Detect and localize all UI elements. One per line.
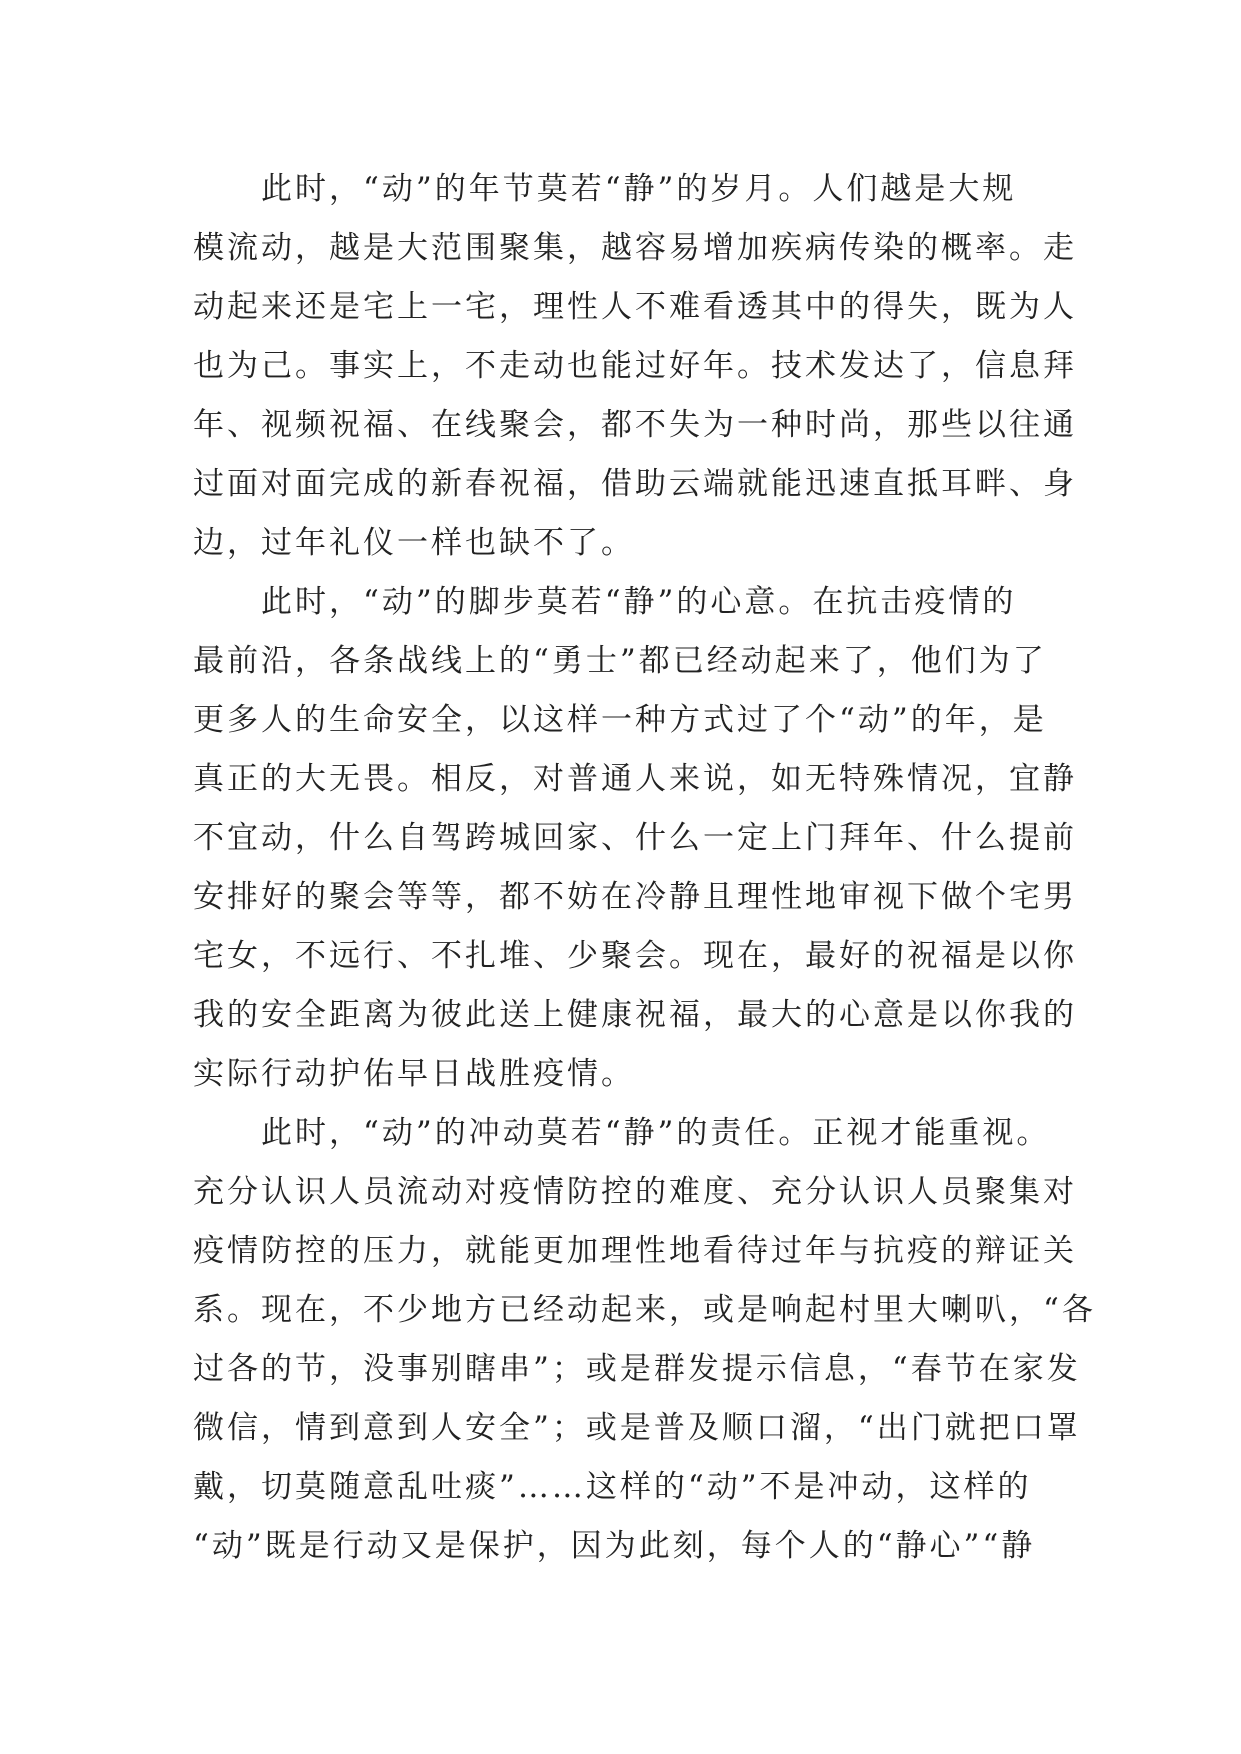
text-line: 更多人的生命安全，以这样一种方式过了个“动”的年，是 — [193, 702, 1047, 738]
text-line: 疫情防控的压力，就能更加理性地看待过年与抗疫的辩证关 — [193, 1233, 1077, 1269]
text-line: 安排好的聚会等等，都不妨在冷静且理性地审视下做个宅男 — [193, 879, 1077, 915]
text-line: 过面对面完成的新春祝福，借助云端就能迅速直抵耳畔、身 — [193, 466, 1077, 502]
text-line: 此时，“动”的年节莫若“静”的岁月。人们越是大规 — [193, 171, 1017, 207]
text-line: 动起来还是宅上一宅，理性人不难看透其中的得失，既为人 — [193, 289, 1077, 325]
text-line: 模流动，越是大范围聚集，越容易增加疾病传染的概率。走 — [193, 230, 1077, 266]
body-text — [193, 160, 1096, 1576]
text-line: 此时，“动”的脚步莫若“静”的心意。在抗击疫情的 — [193, 584, 1017, 620]
text-line: 过各的节，没事别瞎串”；或是群发提示信息，“春节在家发 — [193, 1351, 1081, 1387]
text-line: 微信，情到意到人安全”；或是普及顺口溜，“出门就把口罩 — [193, 1410, 1081, 1446]
text-line: “动”既是行动又是保护，因为此刻，每个人的“静心”“静 — [193, 1528, 1036, 1564]
text-line: 戴，切莫随意乱吐痰”……这样的“动”不是冲动，这样的 — [193, 1469, 1032, 1505]
text-line: 此时，“动”的冲动莫若“静”的责任。正视才能重视。 — [193, 1115, 1051, 1151]
text-line: 宅女，不远行、不扎堆、少聚会。现在，最好的祝福是以你 — [193, 938, 1077, 974]
text-line: 年、视频祝福、在线聚会，都不失为一种时尚，那些以往通 — [193, 407, 1077, 443]
text-line: 真正的大无畏。相反，对普通人来说，如无特殊情况，宜静 — [193, 761, 1077, 797]
text-line: 也为己。事实上，不走动也能过好年。技术发达了，信息拜 — [193, 348, 1077, 384]
text-line: 充分认识人员流动对疫情防控的难度、充分认识人员聚集对 — [193, 1174, 1077, 1210]
text-line: 边，过年礼仪一样也缺不了。 — [193, 525, 635, 561]
text-line: 系。现在，不少地方已经动起来，或是响起村里大喇叭，“各 — [193, 1292, 1096, 1328]
text-line: 最前沿，各条战线上的“勇士”都已经动起来了，他们为了 — [193, 643, 1047, 679]
text-line: 我的安全距离为彼此送上健康祝福，最大的心意是以你我的 — [193, 997, 1077, 1033]
text-line: 不宜动，什么自驾跨城回家、什么一定上门拜年、什么提前 — [193, 820, 1077, 856]
text-line: 实际行动护佑早日战胜疫情。 — [193, 1056, 635, 1092]
